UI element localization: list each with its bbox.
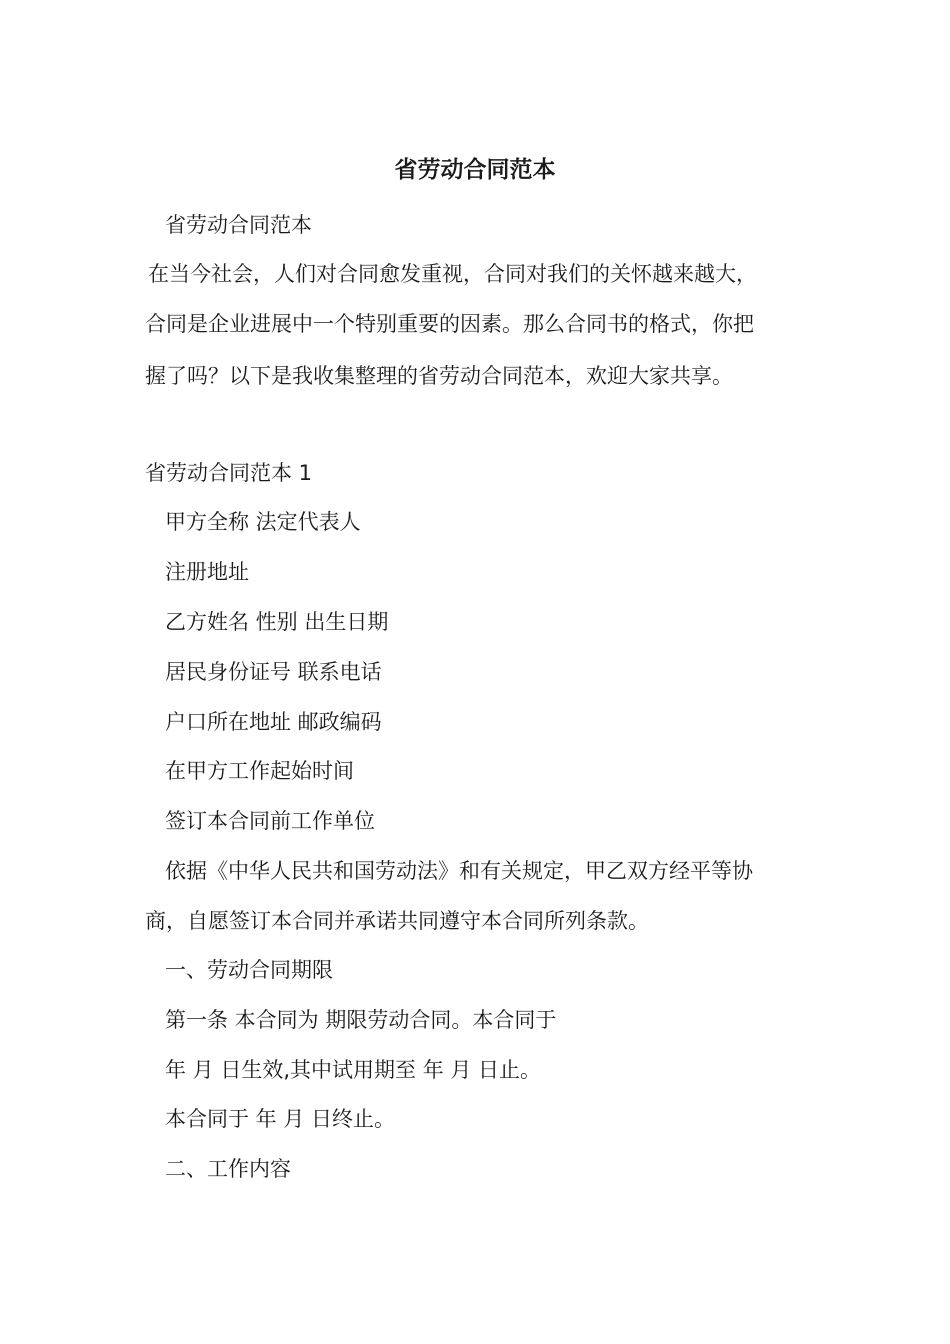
field-start-time: 在甲方工作起始时间	[165, 759, 354, 783]
document-subtitle: 省劳动合同范本	[165, 213, 312, 237]
intro-line-1: 在当今社会，人们对合同愈发重视，合同对我们的关怀越来越大，	[148, 262, 757, 286]
field-party-b: 乙方姓名 性别 出生日期	[165, 610, 389, 634]
field-previous-employer: 签订本合同前工作单位	[165, 809, 375, 833]
chapter1-heading: 一、劳动合同期限	[165, 958, 333, 982]
intro-line-2: 合同是企业进展中一个特别重要的因素。那么合同书的格式，你把	[145, 312, 754, 336]
section-heading: 省劳动合同范本 1	[145, 461, 313, 485]
document-title: 省劳动合同范本	[394, 157, 556, 183]
chapter1-line-1: 第一条 本合同为 期限劳动合同。本合同于	[165, 1008, 557, 1032]
field-id-number: 居民身份证号 联系电话	[165, 660, 382, 684]
preamble-line-2: 商，自愿签订本合同并承诺共同遵守本合同所列条款。	[145, 909, 649, 933]
preamble-line-1: 依据《中华人民共和国劳动法》和有关规定，甲乙双方经平等协	[165, 859, 753, 883]
intro-line-3: 握了吗？以下是我收集整理的省劳动合同范本，欢迎大家共享。	[145, 364, 733, 388]
field-household-address: 户口所在地址 邮政编码	[165, 710, 382, 734]
field-registered-address: 注册地址	[165, 560, 249, 584]
chapter1-line-2: 年 月 日生效,其中试用期至 年 月 日止。	[165, 1058, 542, 1082]
field-party-a: 甲方全称 法定代表人	[165, 510, 361, 534]
chapter1-line-3: 本合同于 年 月 日终止。	[165, 1107, 396, 1131]
chapter2-heading: 二、工作内容	[165, 1157, 291, 1181]
